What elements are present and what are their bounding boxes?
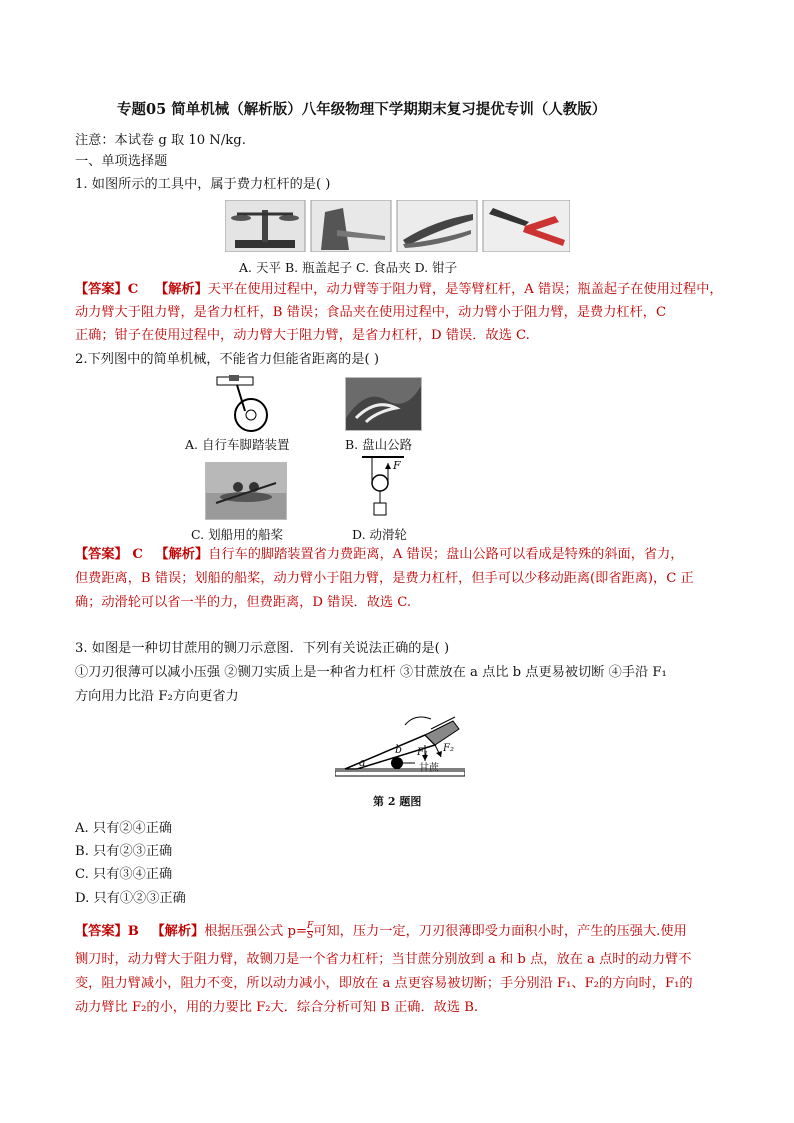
q3-label-a: a xyxy=(359,756,366,769)
q3-analysis-1a: 根据压强公式 p= xyxy=(204,924,308,939)
q2-fig-b-photo xyxy=(345,377,422,431)
page-title: 专题05 简单机械（解析版）八年级物理下学期期末复习提优专训（人教版） xyxy=(117,101,607,118)
q3-analysis-2: 铡刀时，动力臂大于阻力臂，故铡刀是一个省力杠杆；当甘蔗分别放到 a 和 b 点，放在 a 点时的动力臂不 xyxy=(75,952,692,967)
note: 注意：本试卷 g 取 10 N/kg. xyxy=(75,133,246,148)
q1-stem: 1. 如图所示的工具中，属于费力杠杆的是( ) xyxy=(75,177,331,192)
q2-caption-b: B. 盘山公路 xyxy=(345,437,413,452)
q2-fig-a xyxy=(215,375,275,435)
q3-option-b: B. 只有②③正确 xyxy=(75,844,173,859)
q2-fig-d-label-f: F xyxy=(393,459,401,472)
q2-analysis-2: 但费距离，B 错误；划船的船桨，动力臂小于阻力臂，是费力杠杆，但手可以少移动距离(即省距离)，C 正 xyxy=(75,571,694,586)
q3-statements-2: 方向用力比沿 F₂方向更省力 xyxy=(75,689,239,704)
q2-caption-a: A. 自行车脚踏装置 xyxy=(185,437,290,452)
section-heading: 一、单项选择题 xyxy=(75,154,168,169)
q2-analysis-tag: 【解析】 xyxy=(155,547,209,562)
q2-answer-tag: 【答案】 C xyxy=(75,547,143,562)
q2-caption-c: C. 划船用的船桨 xyxy=(191,527,284,542)
q1-answer-tag: 【答案】C xyxy=(75,282,139,297)
q3-figure-caption: 第 2 题图 xyxy=(373,795,422,808)
q3-option-d: D. 只有①②③正确 xyxy=(75,891,186,906)
q3-label-cane: 甘蔗 xyxy=(419,763,439,774)
q1-analysis-1: 天平在使用过程中，动力臂等于阻力臂，是等臂杠杆，A 错误；瓶盖起子在使用过程中， xyxy=(207,282,723,297)
q2-fig-c-photo xyxy=(205,462,287,520)
q1-captions: A. 天平 B. 瓶盖起子 C. 食品夹 D. 钳子 xyxy=(239,260,458,275)
q3-fraction-denominator: S xyxy=(307,931,314,941)
q3-option-c: C. 只有③④正确 xyxy=(75,867,173,882)
q1-analysis-3: 正确；钳子在使用过程中，动力臂大于阻力臂，是省力杠杆，D 错误．故选 C. xyxy=(75,328,530,343)
q2-analysis-3: 确；动滑轮可以省一半的力，但费距离，D 错误．故选 C. xyxy=(75,595,412,610)
q3-figure xyxy=(335,705,465,780)
q3-fraction-numerator: F xyxy=(307,921,314,931)
tools-photo-strip xyxy=(225,200,570,252)
q2-fig-d xyxy=(360,455,410,525)
q3-analysis-3: 变，阻力臂减小，阻力不变，所以动力减小，即放在 a 点更容易被切断；手分别沿 F₁、F₂的方向时，F₁的 xyxy=(75,976,693,991)
q3-analysis-tag: 【解析】 xyxy=(151,924,205,939)
q3-analysis-4: 动力臂比 F₂的小，用的力要比 F₂大．综合分析可知 B 正确．故选 B. xyxy=(75,1000,479,1015)
q3-analysis-1b: 可知，压力一定，刀刃很薄即受力面积小时，产生的压强大.使用 xyxy=(313,924,687,939)
q1-figure xyxy=(225,200,570,252)
q3-answer-tag: 【答案】B xyxy=(75,924,139,939)
q3-option-a: A. 只有②④正确 xyxy=(75,821,173,836)
q3-label-f2: F₂ xyxy=(443,743,454,754)
q3-stem: 3. 如图是一种切甘蔗用的铡刀示意图．下列有关说法正确的是( ) xyxy=(75,641,450,656)
q1-analysis-tag: 【解析】 xyxy=(155,282,208,297)
q2-caption-d: D. 动滑轮 xyxy=(352,527,408,542)
q3-statements-1: ①刀刃很薄可以减小压强 ②铡刀实质上是一种省力杠杆 ③甘蔗放在 a 点比 b 点更易被切断 ④手沿 F₁ xyxy=(75,665,667,680)
q2-stem: 2.下列图中的简单机械，不能省力但能省距离的是( ) xyxy=(75,352,379,367)
q1-analysis-2: 动力臂大于阻力臂，是省力杠杆，B 错误；食品夹在使用过程中，动力臂小于阻力臂，是费力杠杆，C xyxy=(75,305,667,320)
q3-label-b: b xyxy=(395,743,403,756)
q3-label-f1: F₁ xyxy=(417,747,428,758)
q2-analysis-1: 自行车的脚踏装置省力费距离，A 错误；盘山公路可以看成是特殊的斜面，省力， xyxy=(208,547,684,562)
